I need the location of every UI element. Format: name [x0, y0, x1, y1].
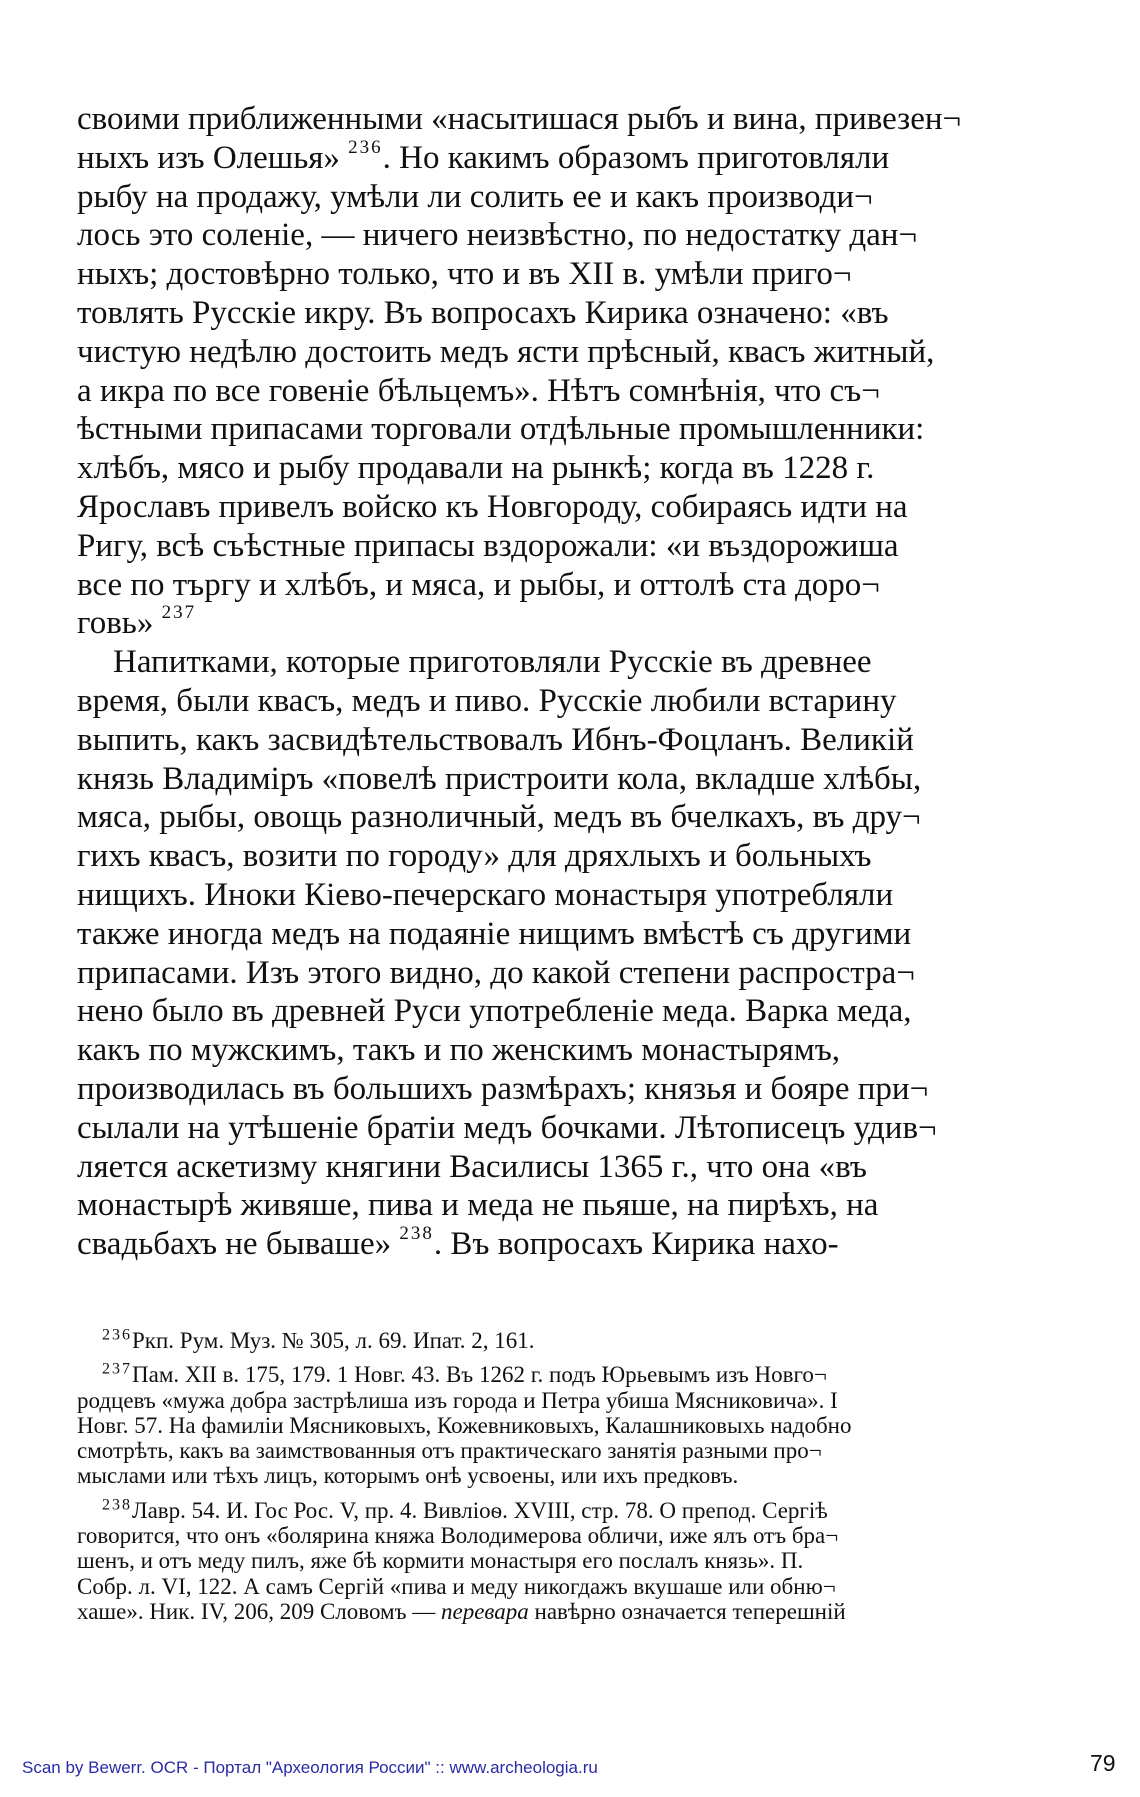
text-line: монастырѣ живяше, пива и меда не пьяше, на пирѣхъ, на: [77, 1187, 879, 1224]
italic-term: перевара: [441, 1598, 529, 1624]
text-line: чистую недѣлю достоить медъ ясти прѣсный, квасъ житный,: [77, 333, 935, 370]
text-line: Ригу, всѣ съѣстные припасы вздорожали: «и въздорожиша: [77, 527, 899, 564]
text-line: сылали на утѣшеніе братіи медъ бочками. Лѣтописецъ удив¬: [77, 1109, 937, 1146]
text-line: а икра по все говеніе бѣльцемъ». Нѣтъ сомнѣнія, что съ¬: [77, 372, 880, 409]
footnote-ref-237[interactable]: 237: [161, 602, 197, 624]
text-line: Ярославъ привелъ войско къ Новгороду, собираясь идти на: [77, 488, 908, 525]
footnote-line: мыслами или тѣхъ лицъ, которымъ онѣ усвоены, или ихъ предковъ.: [77, 1463, 739, 1489]
text-line: лось это соленіе, — ничего неизвѣстно, по недостатку дан¬: [77, 217, 918, 254]
footnote-ref-238[interactable]: 238: [399, 1223, 434, 1245]
text-line: ныхъ изъ Олешья» $^{236}$. Но какимъ образомъ приготовляли: [77, 136, 890, 176]
text-line: говь» $^{237}$: [77, 602, 197, 642]
text-line: также иногда медъ на подаяніе нищимъ вмѣстѣ съ другими: [77, 915, 912, 952]
scan-credit: Scan by Bewerr. OCR - Портал "Археология России" :: www.archeologia.ru: [22, 1758, 598, 1777]
text-line: мяса, рыбы, овощь разноличный, медъ въ бчелкахъ, въ дру¬: [77, 799, 921, 836]
footnote-number: 237: [102, 1360, 132, 1378]
footnote-ref-236[interactable]: 236: [348, 136, 383, 158]
text-line: своими приближенными «насытишася рыбъ и вина, привезен¬: [77, 101, 962, 137]
footnote-number: 238: [102, 1496, 132, 1514]
footnote-line: хаше». Ник. IV, 206, 209 Словомъ — перевара навѣрно означается теперешній: [77, 1598, 846, 1624]
footnote-line: шенъ, и отъ меду пилъ, яже бѣ кормити монастыря его послалъ князь». П.: [77, 1548, 804, 1574]
footnote-line: Новг. 57. На фамиліи Мясниковыхъ, Кожевниковыхъ, Калашниковыхь надобно: [77, 1412, 852, 1438]
footnote-line: смотрѣть, какъ ва заимствованныя отъ практическаго занятія разными про¬: [77, 1438, 822, 1464]
text-line: все по търгу и хлѣбъ, и мяса, и рыбы, и оттолѣ ста доро¬: [77, 566, 880, 603]
footnotes: [77, 1328, 1062, 1633]
footnote-number: 236: [102, 1326, 132, 1344]
footnote-236: [77, 1328, 1062, 1353]
text-line: время, были квасъ, медъ и пиво. Русскіе любили встарину: [77, 682, 897, 719]
text-line: рыбу на продажу, умѣли ли солить ее и какъ производи¬: [77, 178, 873, 215]
footnote-line: Собр. л. VI, 122. А самъ Сергій «пива и меду никогдажъ вкушаше или обню¬: [77, 1573, 836, 1599]
text-line: хлѣбъ, мясо и рыбу продавали на рынкѣ; когда въ 1228 г.: [77, 450, 875, 487]
text-line: ѣстными припасами торговали отдѣльные промышленники:: [77, 411, 925, 448]
text-line: нищихъ. Иноки Кіево-печерскаго монастыря употребляли: [77, 876, 894, 913]
text-line: товлять Русскіе икру. Въ вопросахъ Кирика означено: «въ: [77, 294, 889, 331]
footnote-238: [77, 1498, 1062, 1624]
text-line: производилась въ большихъ размѣрахъ; князья и бояре при¬: [77, 1070, 929, 1107]
footnote-line: $^{236}$Ркп. Рум. Муз. № 305, л. 69. Ипат. 2, 161.: [102, 1326, 535, 1353]
footnote-237: [77, 1362, 1062, 1488]
footnote-line: $^{238}$Лавр. 54. И. Гос Рос. V, пр. 4. Вивліоѳ. XVIII, стр. 78. О препод. Сергіѣ: [102, 1496, 828, 1523]
footnote-line: говорится, что онъ «болярина княжа Володимерова обличи, иже ялъ отъ бра¬: [77, 1523, 839, 1549]
text-line: припасами. Изъ этого видно, до какой степени распростра¬: [77, 954, 915, 991]
footnote-line: $^{237}$Пам. XII в. 175, 179. 1 Новг. 43. Въ 1262 г. подъ Юрьевымъ изъ Новго¬: [102, 1360, 827, 1388]
text-line: свадьбахъ не бываше» $^{238}$. Въ вопросахъ Кирика нахо-: [77, 1223, 839, 1263]
text-line: гихъ квасъ, возити по городу» для дряхлыхъ и больныхъ: [77, 838, 872, 875]
footnote-line: родцевъ «мужа добра застрѣлиша изъ города и Петра убиша Мясниковича». I: [77, 1387, 838, 1413]
text-line: выпить, какъ засвидѣтельствовалъ Ибнъ-Фоцланъ. Великій: [77, 721, 914, 758]
text-line: Напитками, которые приготовляли Русскіе въ древнее: [113, 644, 872, 681]
text-line: князь Владиміръ «повелѣ пристроити кола, вкладше хлѣбы,: [77, 760, 922, 797]
text-line: какъ по мужскимъ, такъ и по женскимъ монастырямъ,: [77, 1032, 841, 1069]
text-line: ляется аскетизму княгини Василисы 1365 г., что она «въ: [77, 1148, 867, 1185]
page-number: 79: [1090, 1750, 1116, 1776]
main-text: [77, 100, 1054, 1264]
text-line: ныхъ; достовѣрно только, что и въ XII в. умѣли приго¬: [77, 256, 852, 293]
text-line: нено было въ древней Руси употребленіе меда. Варка меда,: [77, 993, 912, 1030]
